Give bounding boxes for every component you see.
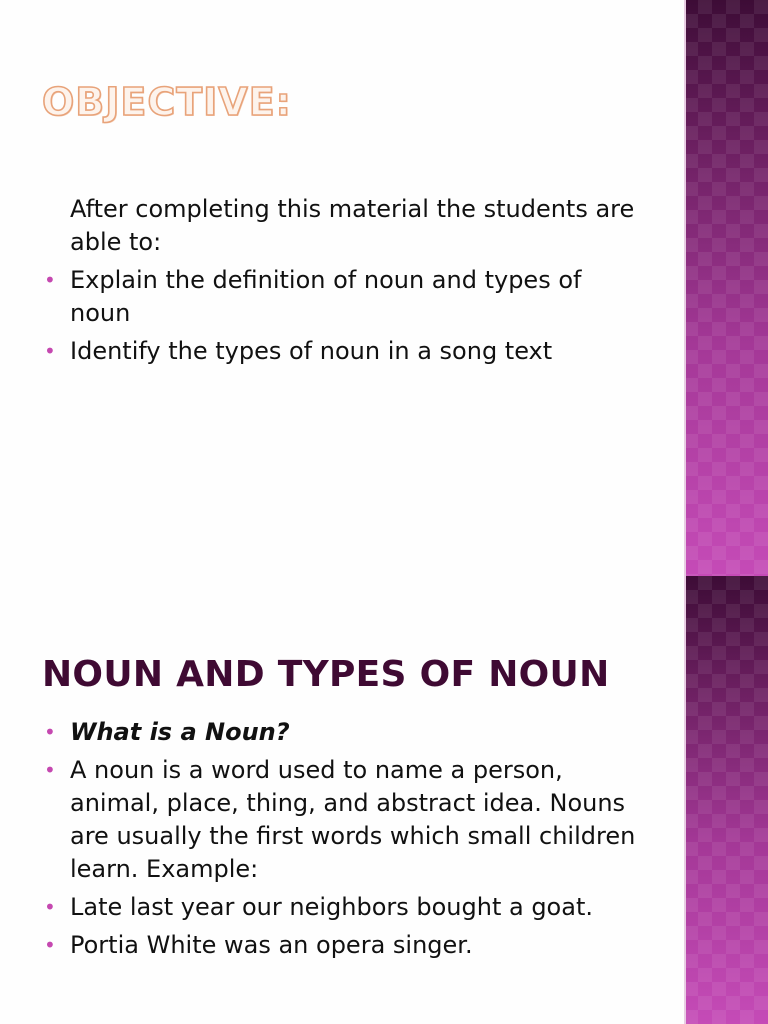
slide-title: NOUN AND TYPES OF NOUN bbox=[42, 654, 610, 695]
bullet-icon: • bbox=[44, 933, 56, 957]
list-item-text: What is a Noun? bbox=[70, 718, 290, 746]
list-item bbox=[44, 716, 644, 749]
bullet-icon: • bbox=[44, 720, 56, 744]
bullet-icon: • bbox=[44, 758, 56, 782]
list-item-text: Portia White was an opera singer. bbox=[70, 931, 473, 959]
list-item-text: Identify the types of noun in a song text bbox=[70, 337, 553, 365]
decorative-side-bar bbox=[684, 0, 768, 576]
slide-body bbox=[44, 193, 644, 368]
decorative-side-bar bbox=[684, 576, 768, 1024]
slide-body bbox=[44, 716, 644, 962]
bullet-icon: • bbox=[44, 895, 56, 919]
slide-title: OBJECTIVE: bbox=[42, 80, 292, 124]
list-item-text: Late last year our neighbors bought a goat. bbox=[70, 893, 593, 921]
list-item-text: Explain the definition of noun and types of noun bbox=[70, 266, 582, 327]
bullet-icon: • bbox=[44, 339, 56, 363]
list-item bbox=[44, 335, 644, 368]
bullet-icon: • bbox=[44, 268, 56, 292]
intro-paragraph: After completing this material the students are able to: bbox=[70, 195, 635, 256]
list-item-text: A noun is a word used to name a person, animal, place, thing, and abstract idea. Nouns are usually the first words which small children learn. Example: bbox=[70, 756, 636, 883]
list-item bbox=[44, 754, 644, 886]
list-item bbox=[44, 891, 644, 924]
list-item bbox=[44, 264, 644, 330]
slide-noun-types bbox=[0, 576, 768, 1024]
list-item bbox=[44, 929, 644, 962]
